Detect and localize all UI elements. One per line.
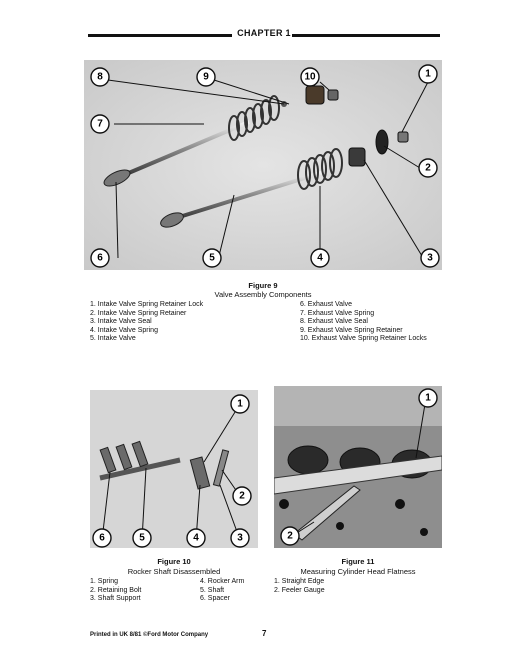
list-item: 8. Exhaust Valve Seal — [300, 318, 368, 326]
list-item: 1. Intake Valve Spring Retainer Lock — [90, 301, 204, 308]
fig9-callout-3: 3 — [427, 252, 433, 264]
figure-11-title: Figure 11 — [341, 557, 375, 566]
fig10-callout-6: 6 — [99, 532, 105, 544]
page-number: 7 — [262, 629, 267, 638]
fig10-callout-3: 3 — [237, 532, 243, 544]
chapter-title: CHAPTER 1 — [237, 28, 291, 38]
list-item: 2. Intake Valve Spring Retainer — [90, 309, 187, 317]
header-rule-left — [88, 34, 232, 37]
list-item: 1. Straight Edge — [274, 578, 325, 585]
list-item: 4. Intake Valve Spring — [90, 326, 158, 334]
fig10-callout-4: 4 — [193, 532, 199, 544]
figure-11-caption: Measuring Cylinder Head Flatness — [300, 567, 416, 576]
figure-10-list-right — [200, 578, 244, 604]
fig9-callout-10: 10 — [304, 71, 316, 83]
fig10-callout-5: 5 — [139, 532, 145, 544]
fig9-callout-7: 7 — [97, 118, 103, 130]
footer-imprint: Printed in UK 8/81 ©Ford Motor Company — [90, 632, 209, 638]
fig9-callout-2: 2 — [425, 162, 431, 174]
list-item: 6. Spacer — [200, 595, 230, 603]
figure-10-photo — [90, 390, 258, 548]
list-item: 2. Retaining Bolt — [90, 586, 142, 594]
figure-9-photo — [84, 60, 442, 270]
list-item: 4. Rocker Arm — [200, 578, 245, 585]
list-item: 3. Intake Valve Seal — [90, 318, 152, 326]
figure-10-list-left — [90, 578, 141, 604]
fig9-callout-5: 5 — [209, 252, 215, 264]
fig9-callout-6: 6 — [97, 252, 103, 264]
figure-9-title: Figure 9 — [248, 281, 278, 290]
fig10-callout-2: 2 — [239, 490, 245, 502]
fig9-callout-9: 9 — [203, 71, 209, 83]
fig11-callout-1: 1 — [425, 392, 431, 404]
list-item: 6. Exhaust Valve — [300, 301, 353, 308]
chapter-header — [88, 29, 440, 41]
fig9-callout-1: 1 — [425, 68, 431, 80]
figure-10-caption: Rocker Shaft Disassembled — [127, 567, 221, 576]
list-item: 3. Shaft Support — [90, 595, 141, 603]
figure-9-caption: Valve Assembly Components — [214, 290, 312, 299]
fig11-callout-2: 2 — [287, 530, 293, 542]
list-item: 5. Intake Valve — [90, 335, 136, 343]
figure-9-list-right — [300, 301, 427, 344]
figure-11-photo — [274, 386, 442, 548]
list-item: 9. Exhaust Valve Spring Retainer — [300, 326, 403, 334]
header-rule-right — [292, 34, 440, 37]
list-item: 5. Shaft — [200, 586, 225, 594]
fig9-callout-4: 4 — [317, 252, 323, 264]
list-item: 10. Exhaust Valve Spring Retainer Locks — [300, 335, 427, 343]
list-item: 7. Exhaust Valve Spring — [300, 309, 375, 317]
fig9-callout-8: 8 — [97, 71, 103, 83]
list-item: 1. Spring — [90, 578, 119, 585]
figure-9-list-left — [90, 301, 203, 344]
figure-10-title: Figure 10 — [157, 557, 191, 566]
figure-11-list — [274, 578, 325, 595]
list-item: 2. Feeler Gauge — [274, 586, 325, 594]
fig10-callout-1: 1 — [237, 398, 243, 410]
